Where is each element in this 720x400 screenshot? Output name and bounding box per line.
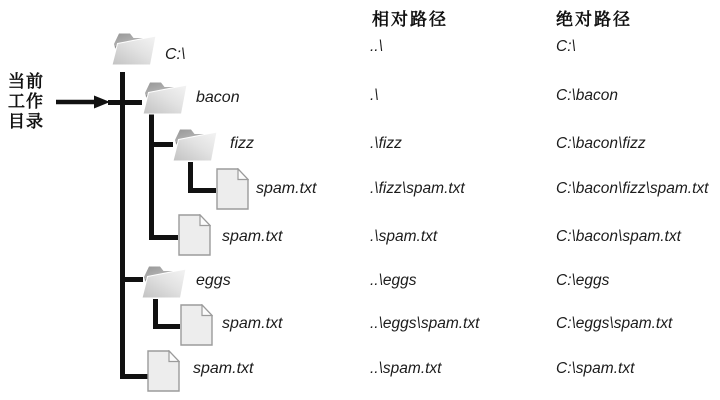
tree-line-eggs-child-branch — [153, 324, 180, 329]
tree-line-fizz-child-branch — [188, 188, 216, 193]
cwd-line-3: 目录 — [8, 112, 44, 131]
tree-line-fizz-branch — [149, 142, 173, 147]
file-icon — [178, 214, 211, 256]
folder-icon — [141, 263, 187, 299]
tree-node-label: bacon — [196, 89, 240, 106]
relative-path-value: .\spam.txt — [370, 228, 438, 245]
folder-icon — [172, 126, 218, 162]
file-icon — [216, 168, 249, 210]
tree-line-root-spam-branch — [120, 374, 148, 379]
tree-node-label: spam.txt — [193, 360, 254, 377]
tree-node-label: C:\ — [165, 46, 186, 63]
relative-path-header: 相对路径 — [372, 10, 448, 29]
absolute-path-value: C:\eggs\spam.txt — [556, 315, 673, 332]
absolute-path-value: C:\spam.txt — [556, 360, 635, 377]
tree-line-eggs-branch — [120, 277, 143, 282]
tree-line-bacon-vertical — [149, 114, 154, 240]
tree-node-label: spam.txt — [256, 180, 317, 197]
tree-node-label: eggs — [196, 272, 231, 289]
current-working-directory-label — [8, 72, 44, 132]
cwd-arrow-icon — [54, 94, 112, 110]
cwd-line-2: 工作 — [8, 92, 44, 111]
tree-node-label: spam.txt — [222, 228, 283, 245]
relative-path-value: .\fizz — [370, 135, 402, 152]
relative-path-value: ..\spam.txt — [370, 360, 442, 377]
cwd-line-1: 当前 — [8, 72, 44, 91]
relative-path-value: ..\ — [370, 38, 383, 55]
tree-line-bacon-branch — [108, 100, 142, 105]
folder-icon — [142, 79, 188, 115]
relative-path-value: ..\eggs — [370, 272, 417, 289]
folder-icon — [111, 30, 157, 66]
file-icon — [147, 350, 180, 392]
absolute-path-value: C:\bacon\fizz\spam.txt — [556, 180, 709, 197]
absolute-path-value: C:\bacon\fizz — [556, 135, 646, 152]
relative-path-value: ..\eggs\spam.txt — [370, 315, 480, 332]
tree-line-root-vertical — [120, 72, 125, 379]
tree-node-label: spam.txt — [222, 315, 283, 332]
tree-node-label: fizz — [230, 135, 254, 152]
absolute-path-header: 绝对路径 — [556, 10, 632, 29]
relative-path-value: .\fizz\spam.txt — [370, 180, 465, 197]
relative-path-value: .\ — [370, 87, 379, 104]
absolute-path-value: C:\ — [556, 38, 576, 55]
absolute-path-value: C:\bacon — [556, 87, 619, 104]
tree-line-bacon-spam-branch — [149, 235, 178, 240]
absolute-path-value: C:\eggs — [556, 272, 610, 289]
absolute-path-value: C:\bacon\spam.txt — [556, 228, 681, 245]
file-icon — [180, 304, 213, 346]
